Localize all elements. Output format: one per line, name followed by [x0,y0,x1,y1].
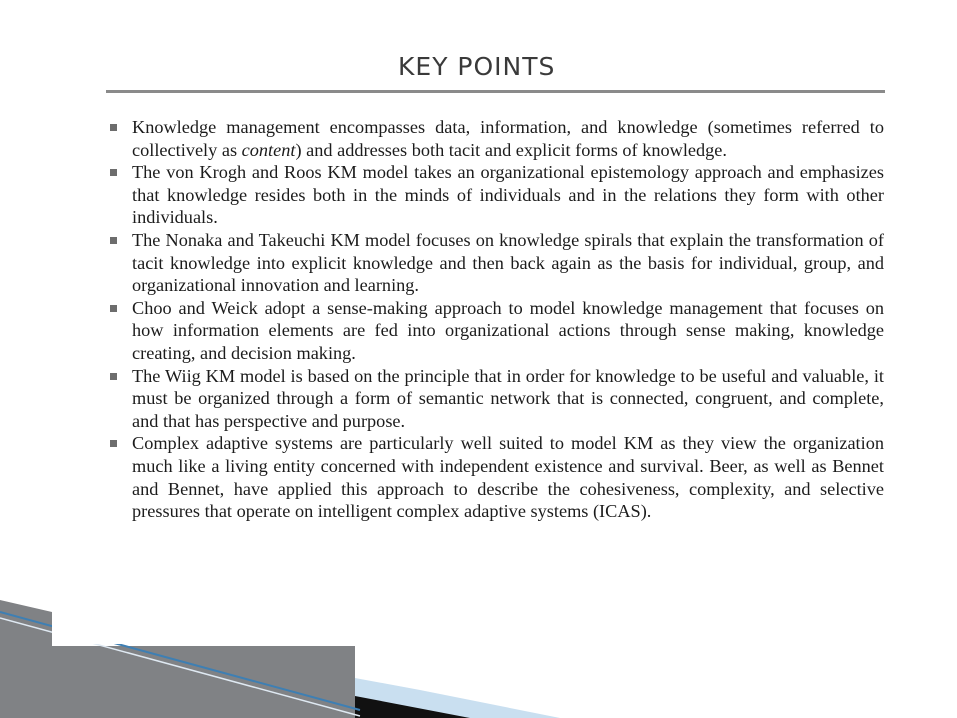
key-point [104,432,884,522]
key-point-text: Choo and Weick adopt a sense-making approach to model knowledge management that focuses on how information elements are fed into organizational actions through sense making, knowledge creating, and decision making. [132,297,884,363]
key-point-text: The Wiig KM model is based on the principle that in order for knowledge to be useful and valuable, it must be organized through a form of semantic network that is connected, congruent, and complete, and that has perspective and purpose. [132,365,884,431]
key-point-text: Knowledge management encompasses data, information, and knowledge (sometimes referred to collectively as [132,117,884,160]
key-point [104,297,884,365]
page-heading: KEY POINTS [398,52,556,81]
key-point-text: ) and addresses both tacit and explicit forms of knowledge. [295,139,727,160]
key-point-text: The Nonaka and Takeuchi KM model focuses on knowledge spirals that explain the transformation of tacit knowledge into explicit knowledge and then back again as the basis for individual, group, and organizational innovation and learning. [132,229,884,296]
gray-block [0,646,355,718]
key-point [104,229,884,297]
key-point [104,161,884,229]
square-bullet-icon [110,237,117,244]
square-bullet-icon [110,169,117,176]
square-bullet-icon [110,373,117,380]
square-bullet-icon [110,440,117,447]
emphasis-content: content [241,139,296,160]
key-point [104,365,884,433]
key-point-text: Complex adaptive systems are particularly well suited to model KM as they view the organization much like a living entity concerned with independent existence and survival. Beer, as well as Bennet and Bennet, have applied this approach to describe the cohesiveness, complexity, and selective pressures that operate on intelligent complex adaptive systems (ICAS). [132,433,884,522]
key-point-text: The von Krogh and Roos KM model takes an organizational epistemology approach and emphasizes that knowledge resides both in the minds of individuals and in the relations they form with other individuals. [132,162,884,228]
square-bullet-icon [110,305,117,312]
key-points-list [104,116,884,523]
square-bullet-icon [110,124,117,131]
scanned-page [52,38,902,644]
key-point [104,116,884,161]
heading-rule [106,90,885,93]
